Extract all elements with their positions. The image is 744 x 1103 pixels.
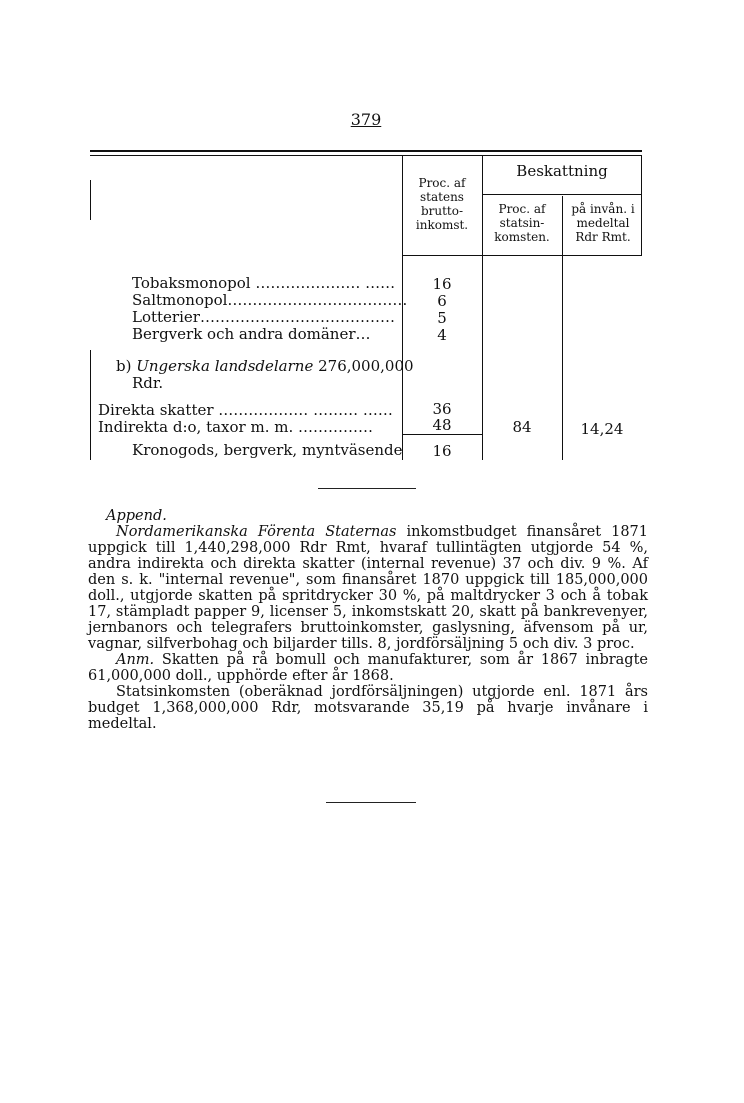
- paragraph-anm: [88, 652, 648, 684]
- row-label-indirekta: Indirekta d:o, taxor m. m. ……………: [98, 418, 374, 436]
- row-value-bergverk: 4: [437, 326, 447, 344]
- section-b-title: Ungerska landsdelarne: [136, 357, 314, 375]
- paragraph-usa-italic: Nordamerikanska Förenta Staternas: [116, 524, 397, 540]
- paragraph-statsinkomsten: Statsinkomsten (oberäknad jordförsäljningen) utgjorde enl. 1871 års budget 1,368,000,000 Rdr, motsvarande 35,19 på hvarje invånare i medeltal.: [88, 684, 648, 732]
- row-value-saltmonopol: 6: [437, 292, 447, 310]
- row-label-bergverk: Bergverk och andra domäner…: [132, 325, 371, 343]
- section-b-unit: Rdr.: [132, 374, 164, 392]
- table-top-rule: [90, 150, 642, 152]
- table-top-rule-thin: [90, 155, 642, 156]
- row-value-indirekta: 48: [432, 416, 452, 434]
- row-value-tobaksmonopol: 16: [432, 275, 452, 293]
- beskattning-proc-value: 84: [512, 418, 532, 436]
- paragraph-usa: [88, 524, 648, 652]
- page-number: 379: [350, 110, 382, 129]
- paragraph-usa-rest: inkomstbudget finansåret 1871 uppgick till 1,440,298,000 Rdr Rmt, hvaraf tullintägten utgjorde 54 %, andra indirekta och direkta skatter (internal revenue) 37 och div. 9 %. Af den s. k. "internal revenue", som finansåret 1870 uppgick till 185,000,000 doll., utgjorde skatten på spritdrycker 30 %, på maltdrycker 3 och å tobak 17, stämpladt papper 9, licenser 5, inkomstskatt 20, skatt på bankrevenyer, jernbanors och telegrafers bruttoinkomster, gaslysning, äfvensom på ur, vagnar, silfverbohag och biljarder tills. 8, jordförsäljning 5 och div. 3 proc.: [88, 524, 649, 652]
- row-value-lotterier: 5: [437, 309, 447, 327]
- anm-rest: Skatten på rå bomull och manufakturer, som år 1867 inbragte 61,000,000 doll., upphörde efter år 1868.: [88, 652, 648, 684]
- header-per-invanare: på invån. i medeltal Rdr Rmt.: [571, 202, 635, 244]
- header-beskattning: Beskattning: [516, 162, 608, 180]
- section-b-heading: [116, 358, 414, 375]
- header-proc-statsinkomsten: Proc. af statsin-komsten.: [494, 202, 550, 244]
- left-edge-mark-b: [90, 350, 91, 460]
- row-label-saltmonopol: Saltmonopol………………………………: [132, 291, 408, 309]
- header-proc-statens: Proc. af statens brutto-inkomst.: [415, 176, 469, 232]
- row-label-kronogods: Kronogods, bergverk, myntväsende: [132, 441, 403, 459]
- separator-1: [318, 488, 416, 489]
- append-heading: Append.: [106, 508, 167, 524]
- revenue-table: [90, 150, 642, 460]
- row-label-direkta-skatter: Direkta skatter ……………… ……… ……: [98, 401, 393, 419]
- separator-2: [326, 802, 416, 803]
- body-text: [88, 508, 648, 732]
- row-value-direkta-skatter: 36: [432, 400, 452, 418]
- group-rule: [482, 194, 642, 195]
- beskattning-per-invanare-value: 14,24: [580, 420, 624, 438]
- row-label-lotterier: Lotterier…………………………………: [132, 308, 395, 326]
- left-edge-mark: [90, 180, 91, 220]
- sum-rule: [402, 434, 482, 435]
- row-value-kronogods: 16: [432, 442, 452, 460]
- row-label-tobaksmonopol: Tobaksmonopol ………………… ……: [132, 274, 396, 292]
- anm-label: Anm.: [116, 652, 155, 668]
- section-b-prefix: b): [116, 357, 132, 375]
- col-divider-2: [482, 156, 483, 460]
- header-bottom-rule: [402, 255, 642, 256]
- section-b-amount: 276,000,000: [318, 357, 414, 375]
